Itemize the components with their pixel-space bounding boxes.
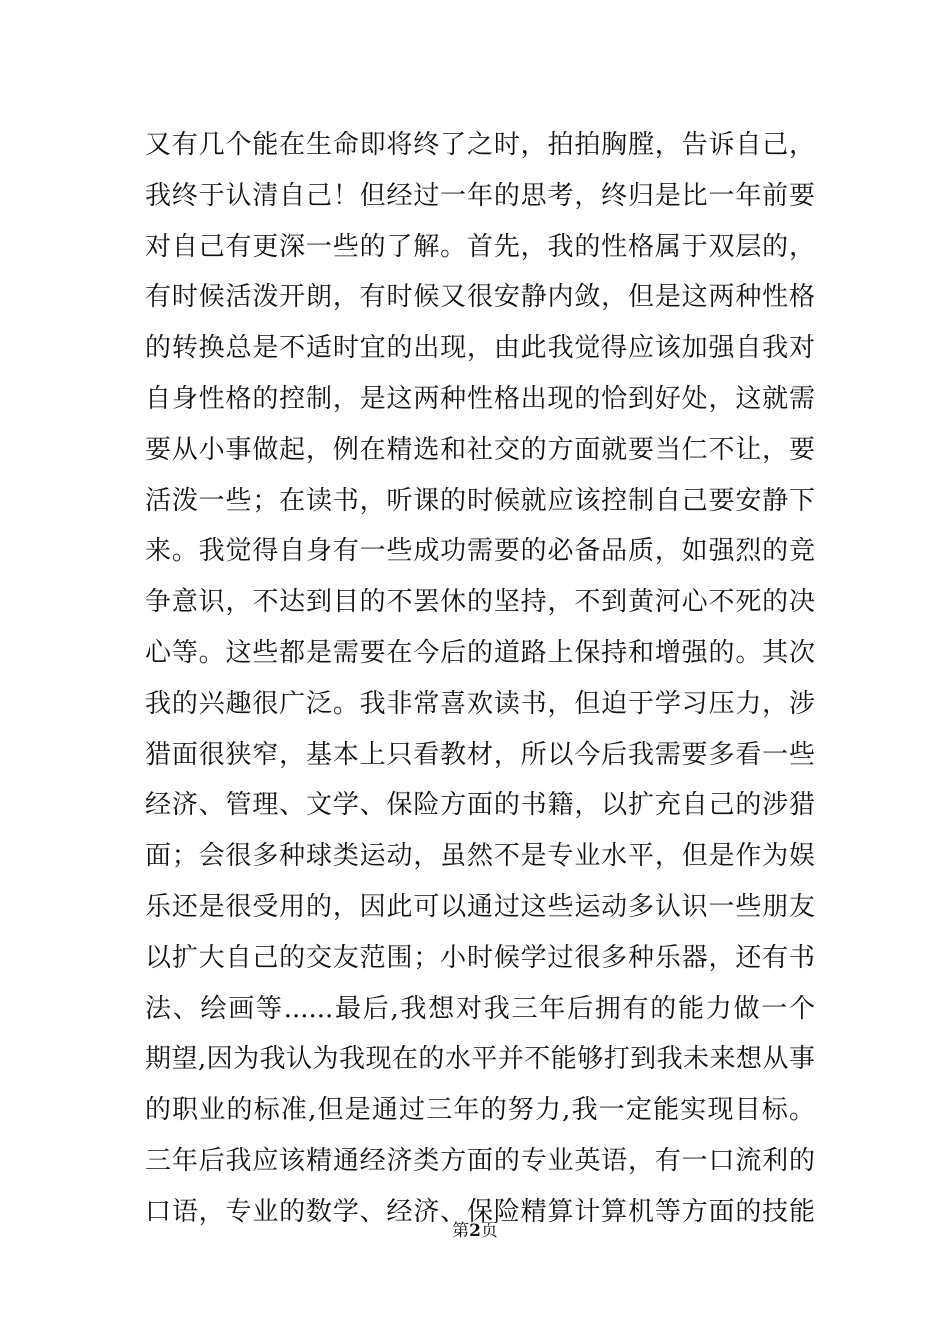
page-footer — [0, 1216, 950, 1241]
text-line: 期望,因为我认为我现在的水平并不能够打到我未来想从事 — [145, 1044, 815, 1075]
page-number: 2 — [469, 1221, 481, 1241]
text-line: 活泼一些；在读书，听课的时候就应该控制自己要安静下 — [145, 485, 815, 516]
text-line: 来。我觉得自身有一些成功需要的必备品质，如强烈的竞 — [145, 536, 815, 567]
text-line: 又有几个能在生命即将终了之时，拍拍胸膛，告诉自己， — [145, 130, 815, 160]
page-number-suffix: 页 — [480, 1221, 498, 1241]
text-line: 口语，专业的数学、经济、保险精算计算机等方面的技能 — [145, 1196, 815, 1227]
text-line: 自身性格的控制，是这两种性格出现的恰到好处，这就需 — [145, 383, 815, 414]
text-line: 法、绘画等......最后,我想对我三年后拥有的能力做一个 — [145, 993, 815, 1024]
text-line: 以扩大自己的交友范围；小时候学过很多种乐器，还有书 — [145, 942, 815, 973]
text-line: 我的兴趣很广泛。我非常喜欢读书，但迫于学习压力，涉 — [145, 688, 815, 719]
text-line: 的转换总是不适时宜的出现，由此我觉得应该加强自我对 — [145, 333, 815, 364]
body-text — [145, 120, 815, 1238]
text-line: 经济、管理、文学、保险方面的书籍，以扩充自己的涉猎 — [145, 790, 815, 821]
text-line: 猎面很狭窄，基本上只看教材，所以今后我需要多看一些 — [145, 739, 815, 770]
text-line: 乐还是很受用的，因此可以通过这些运动多认识一些朋友 — [145, 891, 815, 922]
text-line: 面；会很多种球类运动，虽然不是专业水平，但是作为娱 — [145, 841, 815, 872]
text-line: 三年后我应该精通经济类方面的专业英语，有一口流利的 — [145, 1145, 815, 1176]
text-line: 我终于认清自己！但经过一年的思考，终归是比一年前要 — [145, 180, 815, 211]
text-line: 有时候活泼开朗，有时候又很安静内敛，但是这两种性格 — [145, 282, 815, 313]
text-line: 争意识，不达到目的不罢休的坚持，不到黄河心不死的决 — [145, 587, 815, 618]
text-line: 要从小事做起，例在精选和社交的方面就要当仁不让，要 — [145, 434, 815, 465]
page-number-prefix: 第 — [452, 1221, 470, 1241]
text-line: 的职业的标准,但是通过三年的努力,我一定能实现目标。 — [145, 1095, 815, 1126]
text-line: 心等。这些都是需要在今后的道路上保持和增强的。其次 — [145, 637, 815, 668]
text-line: 对自己有更深一些的了解。首先，我的性格属于双层的， — [145, 231, 815, 262]
